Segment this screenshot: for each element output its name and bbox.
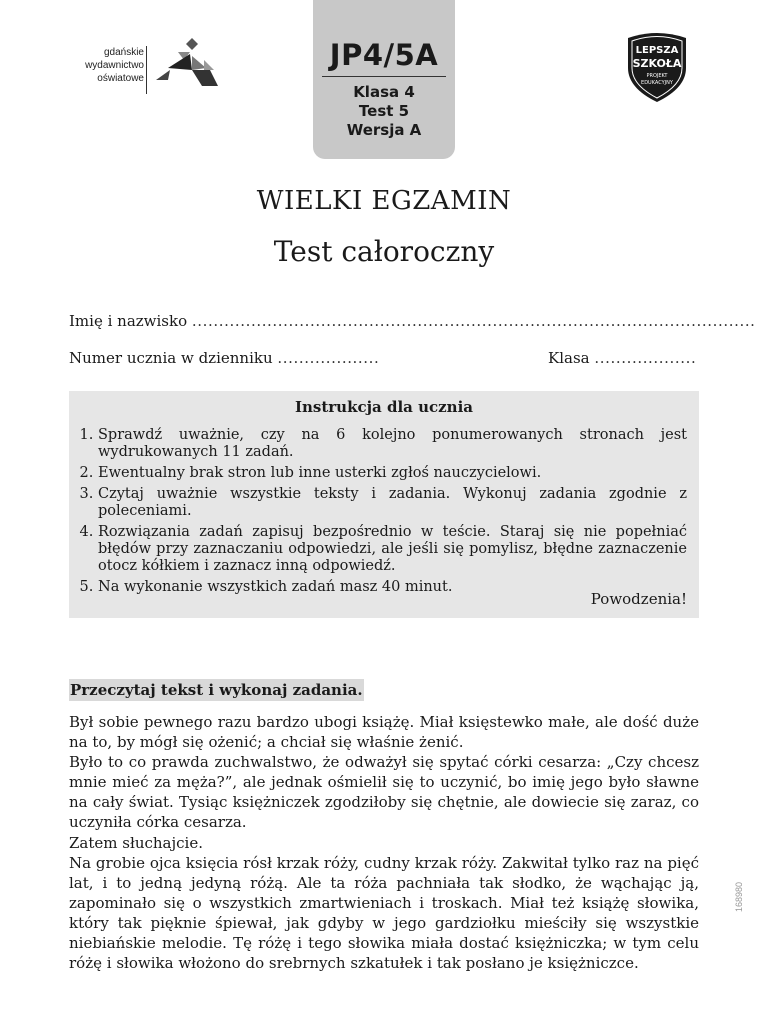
- instruction-item: 1. Sprawdź uważnie, czy na 6 kolejno ponumerowanych stronach jest wydrukowanych 11 zadań.: [98, 427, 687, 461]
- instructions-heading: Instrukcja dla ucznia: [294, 398, 473, 416]
- code-divider: [322, 76, 446, 77]
- publisher-logo: [62, 36, 232, 100]
- test-code-tab: [313, 0, 455, 159]
- exam-title: WIELKI EGZAMIN: [256, 186, 512, 216]
- class-label: Klasa 4: [353, 83, 415, 101]
- tangram-logo-icon: [154, 36, 220, 92]
- passage-paragraph: Było to co prawda zuchwalstwo, że odważył się spytać córki cesarza: „Czy chcesz mnie mieć za męża?”, ale jednak ośmielił się to uczynić, bo imię jego było sławne na cały świat. Tysiąc księżniczek zgodziłoby się chętnie, ale dowiecie się zaraz, co uczyniła córka cesarza.: [69, 753, 699, 832]
- name-label: Imię i nazwisko: [69, 312, 188, 330]
- student-number-dots: ...................: [277, 349, 380, 367]
- print-code: 168980: [734, 881, 744, 912]
- svg-text:PROJEKT: PROJEKT: [646, 73, 668, 79]
- class-field-label: Klasa: [548, 349, 590, 367]
- lepsza-szkola-badge-icon: [622, 28, 692, 104]
- passage-paragraph: Zatem słuchajcie.: [69, 833, 203, 852]
- logo-divider: [146, 46, 147, 94]
- instruction-item: 5. Na wykonanie wszystkich zadań masz 40 minut.: [98, 579, 687, 596]
- test-number: Test 5: [358, 102, 410, 120]
- passage-paragraph: Był sobie pewnego razu bardzo ubogi książę. Miał księstewko małe, ale dość duże na to, by mógł się ożenić; a chciał się właśnie żenić.: [69, 713, 699, 752]
- publisher-name: gdańskie wydawnictwo oświatowe: [85, 47, 144, 84]
- svg-text:SZKOŁA: SZKOŁA: [632, 57, 682, 70]
- instruction-item: 4. Rozwiązania zadań zapisuj bezpośrednio w teście. Staraj się nie popełniać błędów przy zaznaczaniu odpowiedzi, ale jeśli się pomylisz, błędne zaznaczenie otocz kółkiem i zaznacz inną odpowiedź.: [98, 524, 687, 575]
- reading-passage: [69, 712, 699, 973]
- instructions-list: [81, 427, 687, 596]
- good-luck-text: Powodzenia!: [590, 590, 687, 608]
- name-dots: .........................................................................................................: [191, 312, 756, 330]
- passage-paragraph: Na grobie ojca księcia rósł krzak róży, cudny krzak róży. Zakwitał tylko raz na pięć lat, i to jedną jedyną różą. Ale ta róża pachniała tak słodko, że wąchając ją, zapominało się o wszystkich zmartwieniach i troskach. Miał też książę słowika, który tak pięknie śpiewał, jak gdyby w jego gardziołku mieściły się wszystkie niebiańskie melodie. Tę różę i tego słowika miała dostać księżniczka; w tym celu różę i słowika włożono do srebrnych szkatułek i tak posłano je księżniczce.: [69, 853, 699, 973]
- svg-text:LEPSZA: LEPSZA: [635, 45, 679, 56]
- svg-text:EDUKACYJNY: EDUKACYJNY: [641, 80, 673, 86]
- instruction-item: 3. Czytaj uważnie wszystkie teksty i zadania. Wykonuj zadania zgodnie z poleceniami.: [98, 486, 687, 520]
- version-label: Wersja A: [346, 121, 422, 139]
- test-code: JP4/5A: [329, 38, 439, 72]
- student-number-label: Numer ucznia w dzienniku: [69, 349, 273, 367]
- instruction-item: 2. Ewentualny brak stron lub inne usterki zgłoś nauczycielowi.: [98, 465, 687, 482]
- student-number-field[interactable]: [69, 348, 389, 368]
- name-field[interactable]: [69, 311, 756, 331]
- instructions-box: [69, 391, 699, 618]
- class-dots: ...................: [594, 349, 697, 367]
- exam-subtitle: Test całoroczny: [273, 235, 495, 268]
- task-heading: Przeczytaj tekst i wykonaj zadania.: [70, 681, 363, 699]
- class-field[interactable]: [548, 348, 699, 368]
